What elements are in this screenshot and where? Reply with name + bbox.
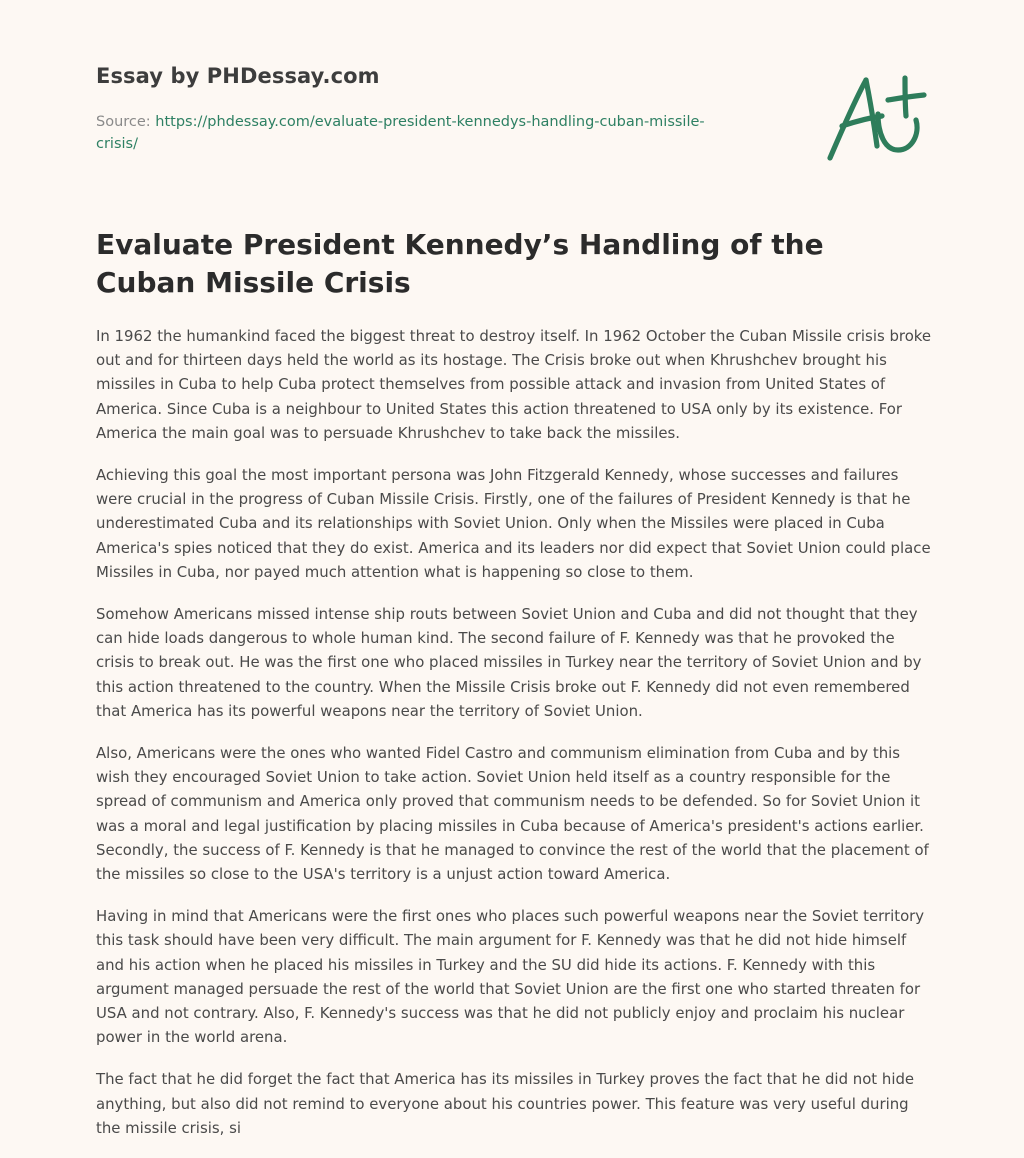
paragraph-2: Achieving this goal the most important persona was John Fitzgerald Kennedy, whose successes and failures were crucial in the progress of Cuban Missile Crisis. Firstly, one of the failures of President Kennedy is that he underestimated Cuba and its relationships with Soviet Union. Only when the Missiles were placed in Cuba America's spies noticed that they do exist. America and its leaders nor did expect that Soviet Union could place Missiles in Cuba, nor payed much attention what is happening so close to them. <box>96 466 931 581</box>
source-label: Source: <box>96 114 156 130</box>
paragraph-5: Having in mind that Americans were the first ones who places such powerful weapons near the Soviet territory this task should have been very difficult. The main argument for F. Kennedy was that he did not hide himself and his action when he placed his missiles in Turkey and the SU did hide its actions. F. Kennedy with this argument managed persuade the rest of the world that Soviet Union are the first one who started threaten for USA and not contrary. Also, F. Kennedy's success was that he did not publicly enjoy and proclaim his nuclear power in the world arena. <box>96 907 925 1047</box>
source-line <box>96 111 736 155</box>
paragraph-6: The fact that he did forget the fact that America has its missiles in Turkey proves the fact that he did not hide anything, but also did not remind to everyone about his countries power. This feature was very useful during the missile crisis, si <box>96 1070 915 1137</box>
a-plus-logo-icon <box>820 68 930 168</box>
paragraph-3: Somehow Americans missed intense ship routs between Soviet Union and Cuba and did not thought that they can hide loads dangerous to whole human kind. The second failure of F. Kennedy was that he provoked the crisis to break out. He was the first one who placed missiles in Turkey near the territory of Soviet Union and by this action threatened to the country. When the Missile Crisis broke out F. Kennedy did not even remembered that America has its powerful weapons near the territory of Soviet Union. <box>96 605 922 720</box>
article-body <box>96 324 932 1158</box>
article-title: Evaluate President Kennedy’s Handling of the Cuban Missile Crisis <box>96 228 824 299</box>
site-brand: Essay by PHDessay.com <box>96 64 380 88</box>
paragraph-1: In 1962 the humankind faced the biggest threat to destroy itself. In 1962 October the Cuban Missile crisis broke out and for thirteen days held the world as its hostage. The Crisis broke out when Khrushchev brought his missiles in Cuba to help Cuba protect themselves from possible attack and invasion from United States of America. Since Cuba is a neighbour to United States this action threatened to USA only by its existence. For America the main goal was to persuade Khrushchev to take back the missiles. <box>96 327 932 442</box>
paragraph-4: Also, Americans were the ones who wanted Fidel Castro and communism elimination from Cuba and by this wish they encouraged Soviet Union to take action. Soviet Union held itself as a country responsible for the spread of communism and America only proved that communism needs to be defended. So for Soviet Union it was a moral and legal justification by placing missiles in Cuba because of America's president's actions earlier. Secondly, the success of F. Kennedy is that he managed to convince the rest of the world that the placement of the missiles so close to the USA's territory is a unjust action toward America. <box>96 744 929 884</box>
source-link[interactable]: https://phdessay.com/evaluate-president-kennedys-handling-cuban-missile-crisis/ <box>96 114 705 152</box>
